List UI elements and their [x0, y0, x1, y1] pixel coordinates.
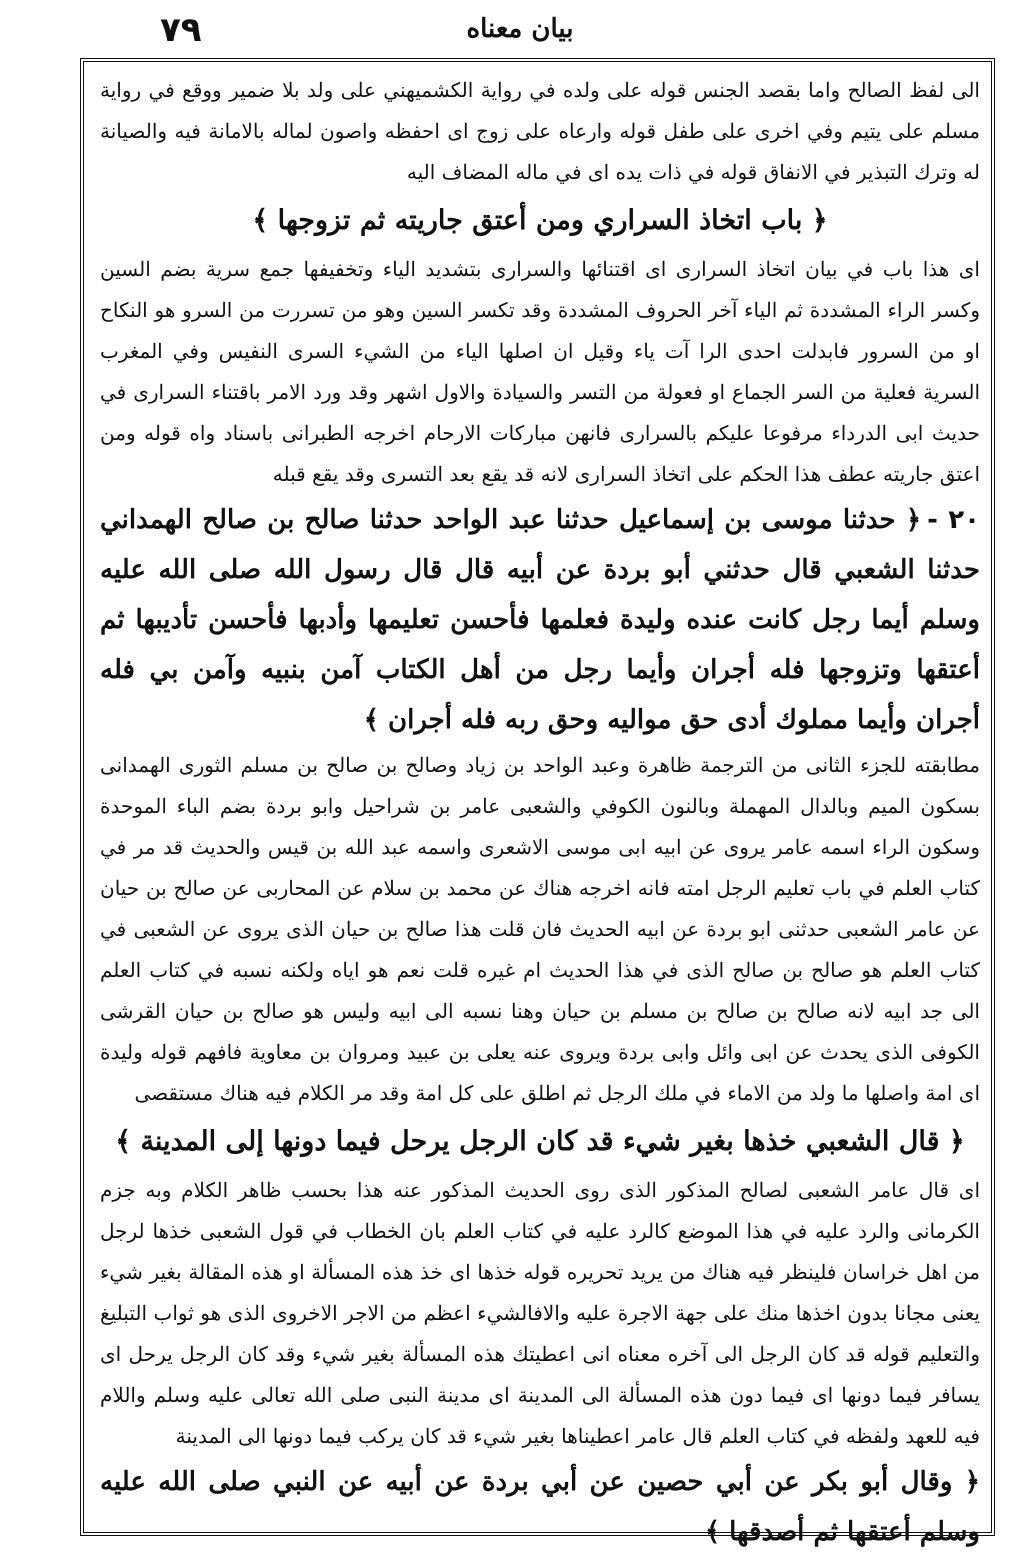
page-header — [70, 6, 970, 50]
commentary-paragraph: مطابقته للجزء الثانى من الترجمة ظاهرة وعبد الواحد بن زياد وصالح بن صالح بن مسلم الثورى الهمدانى بسكون الميم وبالدال المهملة وبالنون الكوفي والشعبى عامر بن شراحيل وابو بردة بضم الباء الموحدة وسكون الراء اسمه عامر يروى عن ابيه ابى موسى الاشعرى واسمه عبد الله بن قيس والحديث قد مر في كتاب العلم في باب تعليم الرجل امته فانه اخرجه هناك عن محمد بن سلام عن المحاربى عن صالح بن حيان عن عامر الشعبى حدثنى ابو بردة عن ابيه الحديث فان قلت هذا صالح بن حيان الذى يروى عن الشعبى في كتاب العلم هو صالح بن صالح الذى في هذا الحديث ام غيره قلت نعم هو اياه ولكنه نسبه في كتاب العلم الى جد ابيه لانه صالح بن صالح بن مسلم بن حيان وهنا نسبه الى ابيه وليس هو صالح بن حيان القرشى الكوفى الذى يحدث عن ابى وائل وابى بردة ويروى عنه يعلى بن عبيد ومروان بن معاوية فافهم قوله وليدة اى امة واصلها ما ولد من الاماء في ملك الرجل ثم اطلق على كل امة وقد مر الكلام فيه هناك مستقصى — [100, 753, 981, 1105]
hadith-text — [100, 1457, 980, 1557]
hadith-body: ﴿ حدثنا موسى بن إسماعيل حدثنا عبد الواحد حدثنا صالح بن صالح الهمداني حدثنا الشعبي قال حدثني أبو بردة عن أبيه قال قال رسول الله صلى الله عليه وسلم أيما رجل كانت عنده وليدة فعلمها فأحسن تعليمها وأدبها فأحسن تأديبها ثم أعتقها وتزوجها فله أجران وأيما رجل من أهل الكتاب آمن بنبيه وآمن بي فله أجران وأيما مملوك أدى حق مواليه وحق ربه فله أجران ﴾ — [100, 505, 981, 735]
commentary-paragraph: الى لفظ الصالح واما بقصد الجنس قوله على ولده في رواية الكشميهني على ولد بلا ضمير ووقع في رواية مسلم على يتيم وفي اخرى على طفل قوله وارعاه على زوج اى احفظه واصون لماله بالامانة فيه والصيانة له وترك التبذير في الانفاق قوله في ذات يده اى في ماله المضاف اليه — [100, 78, 980, 184]
running-title: بيان معناه — [466, 14, 574, 44]
commentary-paragraph: اى هذا باب في بيان اتخاذ السرارى اى اقتنائها والسرارى بتشديد الياء وتخفيفها جمع سرية بضم السين وكسر الراء المشددة ثم الياء آخر الحروف المشددة وقد تكسر السين وهو من تسررت من السرو هو النكاح او من السرور فابدلت احدى الرا آت ياء وقيل ان اصلها الياء من الشيء السرى النفيس وفي المغرب السرية فعلية من السر الجماع او فعولة من التسر والسيادة والاول اشهر وقد ورد الامر باقتناء السرارى في حديث ابى الدرداء مرفوعا عليكم بالسرارى فانهن مباركات الارحام اخرجه الطبرانى باسناد واه قوله ومن اعتق جاريته عطف هذا الحكم على اتخاذ السرارى لانه قد يقع بعد التسرى وقد يقع قبله — [100, 257, 980, 486]
page-content — [100, 70, 980, 1557]
chapter-heading: ﴿ باب اتخاذ السراري ومن أعتق جاريته ثم تزوجها ﴾ — [252, 205, 828, 236]
hadith-body: ﴿ وقال أبو بكر عن أبي حصين عن أبي بردة عن أبيه عن النبي صلى الله عليه وسلم أعتقها ثم أصدقها ﴾ — [100, 1467, 980, 1547]
commentary-paragraph: اى قال عامر الشعبى لصالح المذكور الذى روى الحديث المذكور عنه هذا بحسب ظاهر الكلام وبه جزم الكرمانى والرد عليه في هذا الموضع كالرد عليه في كتاب العلم بان الخطاب في قول الشعبى خذها لرجل من اهل خراسان فلينظر فيه هناك من يريد تحريره قوله خذها اى خذ هذه المسألة او هذه المقالة بغير شيء يعنى مجانا بدون اخذها منك على جهة الاجرة عليه والافالشيء اعظم من الاجر الاخروى الذى هو ثواب التبليغ والتعليم قوله قد كان الرجل الى آخره معناه انى اعطيتك هذه المسألة بغير شيء وقد كان الرجل يرحل اى يسافر فيما دونها اى فيما دون هذه المسألة الى المدينة اى مدينة النبى صلى الله تعالى عليه وسلم واللام فيه للعهد ولفظه في كتاب العلم قال عامر اعطيناها بغير شيء قد كان يركب فيما دونها الى المدينة — [100, 1178, 981, 1448]
narration-heading: ﴿ قال الشعبي خذها بغير شيء قد كان الرجل يرحل فيما دونها إلى المدينة ﴾ — [115, 1126, 965, 1157]
hadith-number: ٢٠ - — [927, 505, 980, 535]
hadith-text — [100, 495, 980, 745]
page-number: ٧٩ — [160, 10, 202, 50]
